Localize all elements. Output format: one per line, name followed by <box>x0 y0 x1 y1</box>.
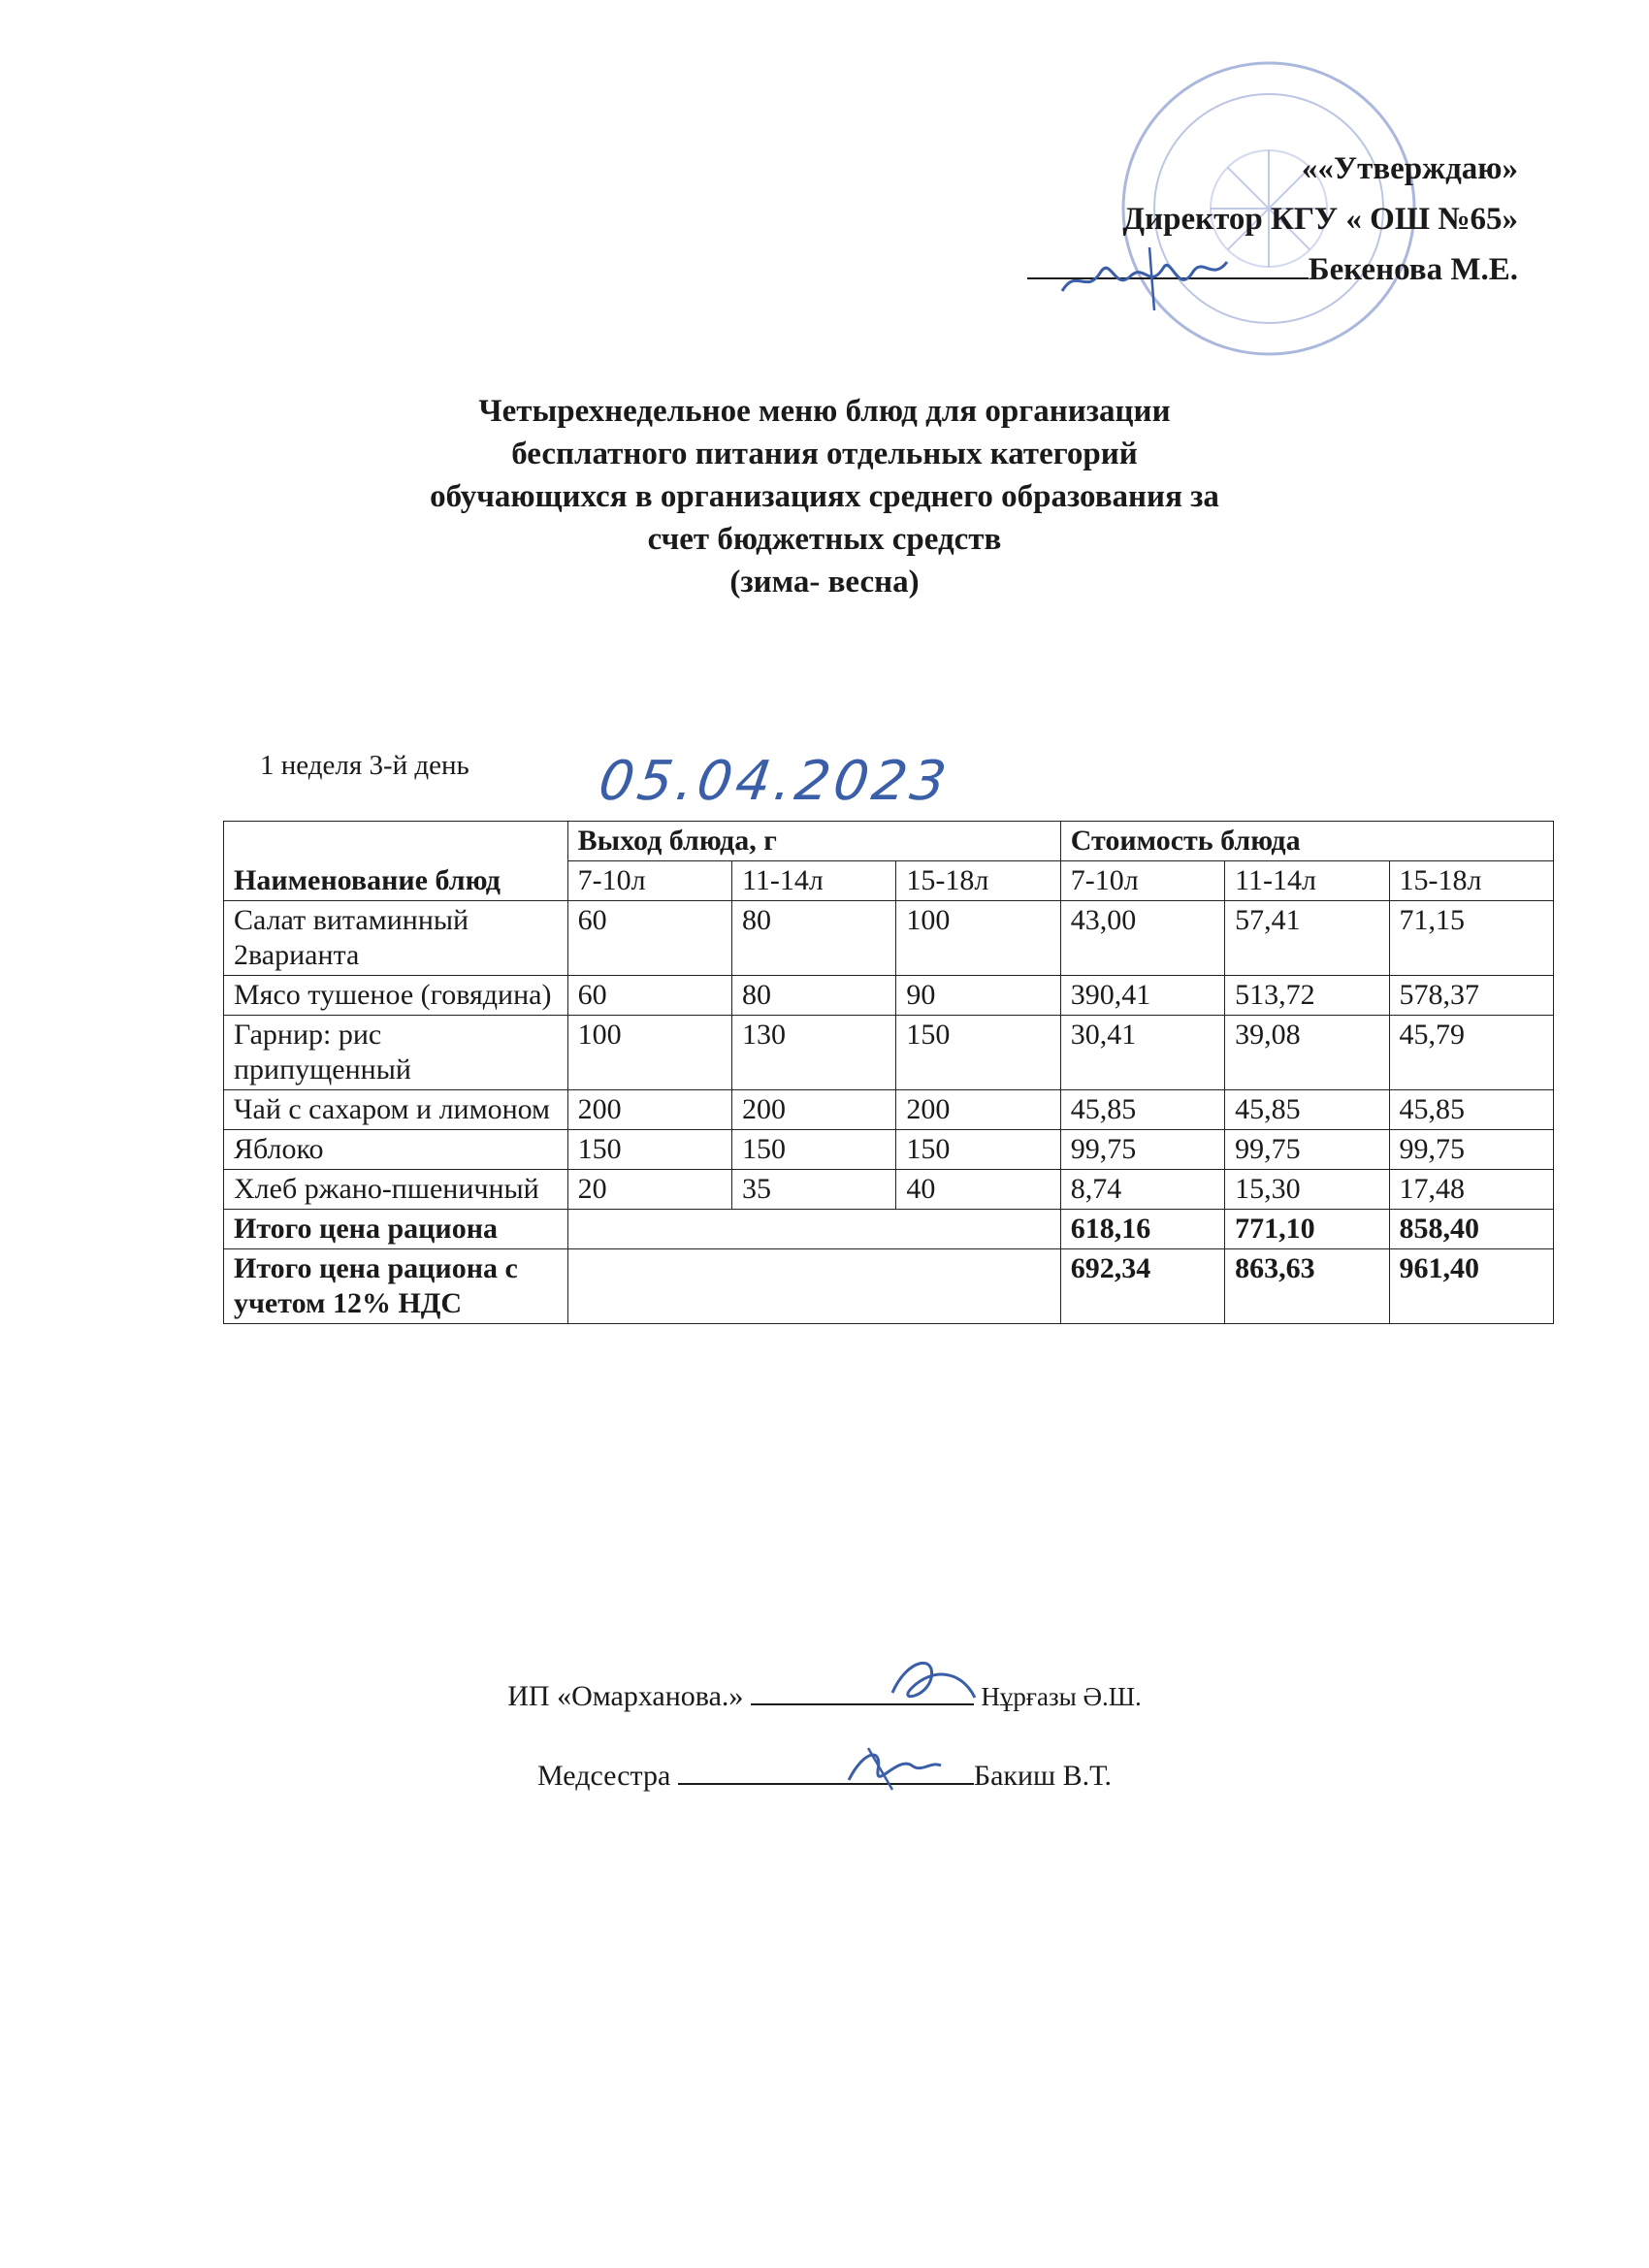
total-vat-row <box>224 1249 1554 1324</box>
title-line-4: счет бюджетных средств <box>647 522 1002 557</box>
cost-cell: 45,85 <box>1389 1090 1553 1130</box>
cost-cell: 578,37 <box>1389 976 1553 1016</box>
total-row <box>224 1210 1554 1249</box>
dish-name-cell: Салат витаминный 2варианта <box>224 901 568 976</box>
cost-cell: 15,30 <box>1225 1170 1389 1210</box>
yield-cell: 150 <box>896 1016 1060 1090</box>
total-vat-cost-2: 863,63 <box>1225 1249 1389 1324</box>
nurse-signer: Бакиш В.Т. <box>973 1760 1112 1792</box>
cost-cell: 99,75 <box>1060 1130 1224 1170</box>
total-cost-3: 858,40 <box>1389 1210 1553 1249</box>
total-label: Итого цена рациона <box>224 1210 568 1249</box>
menu-table <box>223 821 1554 1324</box>
dish-name-cell: Чай с сахаром и лимоном <box>224 1090 568 1130</box>
yield-cell: 200 <box>896 1090 1060 1130</box>
cost-age-2: 11-14л <box>1225 861 1389 901</box>
cost-cell: 99,75 <box>1225 1130 1389 1170</box>
table-row <box>224 1170 1554 1210</box>
title-line-1: Четырехнедельное меню блюд для организации <box>478 394 1171 429</box>
cost-cell: 43,00 <box>1060 901 1224 976</box>
yield-cell: 40 <box>896 1170 1060 1210</box>
dish-name-cell: Мясо тушеное (говядина) <box>224 976 568 1016</box>
table-row <box>224 1130 1554 1170</box>
title-line-2: бесплатного питания отдельных категорий <box>511 437 1138 471</box>
provider-signature-line <box>0 1678 1649 1713</box>
yield-cell: 60 <box>567 901 731 976</box>
yield-cell: 100 <box>567 1016 731 1090</box>
dish-name-cell: Яблоко <box>224 1130 568 1170</box>
yield-age-2: 11-14л <box>732 861 896 901</box>
yield-cell: 60 <box>567 976 731 1016</box>
provider-signer: Нұрғазы Ә.Ш. <box>981 1682 1142 1711</box>
cost-cell: 71,15 <box>1389 901 1553 976</box>
yield-cell: 150 <box>732 1130 896 1170</box>
cost-age-1: 7-10л <box>1060 861 1224 901</box>
yield-age-1: 7-10л <box>567 861 731 901</box>
nurse-label: Медсестра <box>537 1760 671 1792</box>
dish-name-cell: Гарнир: рис припущенный <box>224 1016 568 1090</box>
cost-cell: 390,41 <box>1060 976 1224 1016</box>
yield-cell: 80 <box>732 976 896 1016</box>
table-row <box>224 1016 1554 1090</box>
total-vat-empty-cell <box>567 1249 1060 1324</box>
document-title <box>291 390 1358 603</box>
week-label: 1 неделя 3-й день <box>260 750 469 781</box>
cost-cell: 513,72 <box>1225 976 1389 1016</box>
title-line-3: обучающихся в организациях среднего образования за <box>430 479 1219 514</box>
table-row <box>224 901 1554 976</box>
yield-cell: 150 <box>896 1130 1060 1170</box>
table-row <box>224 976 1554 1016</box>
provider-signature <box>878 1649 994 1717</box>
approval-position: Директор КГУ « ОШ №65» <box>1122 202 1518 237</box>
total-vat-label: Итого цена рациона с учетом 12% НДС <box>224 1249 568 1324</box>
total-vat-cost-1: 692,34 <box>1060 1249 1224 1324</box>
cost-age-3: 15-18л <box>1389 861 1553 901</box>
header-yield: Выход блюда, г <box>567 822 1060 861</box>
yield-cell: 150 <box>567 1130 731 1170</box>
cost-cell: 45,85 <box>1060 1090 1224 1130</box>
yield-cell: 200 <box>732 1090 896 1130</box>
yield-age-3: 15-18л <box>896 861 1060 901</box>
nurse-signature-line <box>0 1758 1649 1793</box>
table-header-row <box>224 822 1554 861</box>
director-name: Бекенова М.Е. <box>1308 252 1518 287</box>
cost-cell: 30,41 <box>1060 1016 1224 1090</box>
approval-title: ««Утверждаю» <box>1301 151 1518 186</box>
dish-name-cell: Хлеб ржано-пшеничный <box>224 1170 568 1210</box>
cost-cell: 45,85 <box>1225 1090 1389 1130</box>
provider-label: ИП «Омарханова.» <box>507 1680 744 1712</box>
total-cost-1: 618,16 <box>1060 1210 1224 1249</box>
header-cost: Стоимость блюда <box>1060 822 1553 861</box>
title-line-5: (зима- весна) <box>729 565 920 599</box>
cost-cell: 17,48 <box>1389 1170 1553 1210</box>
yield-cell: 20 <box>567 1170 731 1210</box>
header-dish-name: Наименование блюд <box>224 822 568 901</box>
total-vat-cost-3: 961,40 <box>1389 1249 1553 1324</box>
cost-cell: 57,41 <box>1225 901 1389 976</box>
table-row <box>224 1090 1554 1130</box>
nurse-signature <box>839 1736 946 1799</box>
yield-cell: 35 <box>732 1170 896 1210</box>
director-signature <box>1057 238 1232 315</box>
yield-cell: 200 <box>567 1090 731 1130</box>
yield-cell: 100 <box>896 901 1060 976</box>
yield-cell: 130 <box>732 1016 896 1090</box>
cost-cell: 8,74 <box>1060 1170 1224 1210</box>
cost-cell: 45,79 <box>1389 1016 1553 1090</box>
cost-cell: 99,75 <box>1389 1130 1553 1170</box>
cost-cell: 39,08 <box>1225 1016 1389 1090</box>
yield-cell: 80 <box>732 901 896 976</box>
total-empty-cell <box>567 1210 1060 1249</box>
handwritten-date: 05.04.2023 <box>595 750 954 813</box>
total-cost-2: 771,10 <box>1225 1210 1389 1249</box>
yield-cell: 90 <box>896 976 1060 1016</box>
